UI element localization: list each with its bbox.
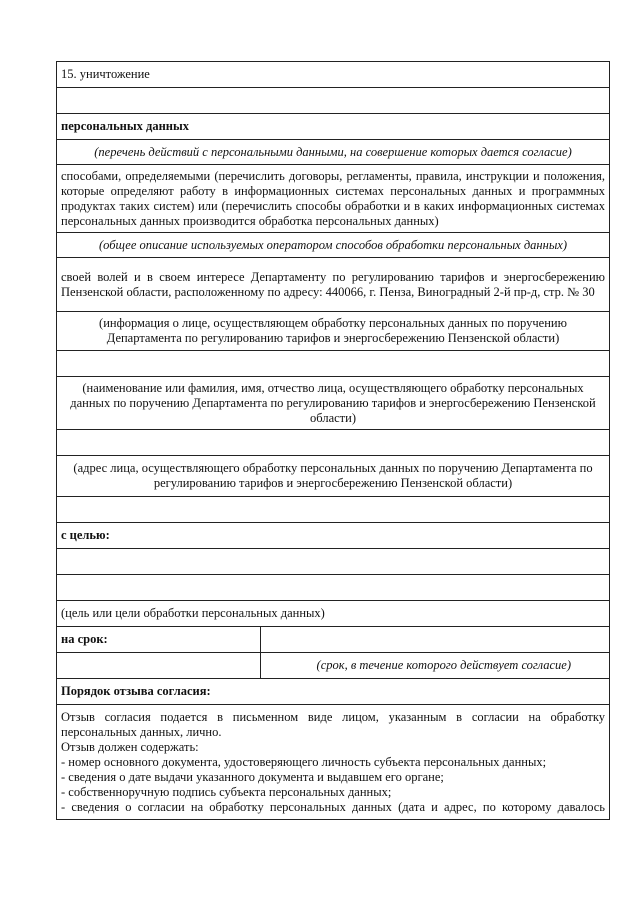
processor-info-hint: (информация о лице, осуществляющем обработку персональных данных по поручению Департамента по регулированию тарифов и энергосбережению Пензенской области)	[57, 312, 610, 351]
empty-field[interactable]	[57, 497, 610, 523]
list-item: - сведения о дате выдачи указанного документа и выдавшем его органе;	[61, 770, 444, 784]
purpose-label: с целью:	[57, 523, 610, 549]
term-hint: (срок, в течение которого действует согласие)	[261, 653, 610, 679]
table-row	[57, 351, 610, 377]
table-row	[57, 165, 610, 233]
empty-field[interactable]	[57, 88, 610, 114]
table-row	[57, 627, 610, 653]
list-item: - сведения о согласии на обработку персональных данных (дата и адрес, по которому давалось	[61, 800, 606, 814]
table-row	[57, 456, 610, 497]
purpose-field[interactable]	[57, 549, 610, 575]
table-row	[57, 601, 610, 627]
personal-data-heading: персональных данных	[57, 114, 610, 140]
term-label: на срок:	[57, 627, 261, 653]
table-row	[57, 258, 610, 312]
actions-hint: (перечень действий с персональными данными, на совершение которых дается согласие)	[57, 140, 610, 165]
table-row	[57, 549, 610, 575]
methods-hint: (общее описание используемых оператором способов обработки персональных данных)	[57, 233, 610, 258]
withdraw-heading: Порядок отзыва согласия:	[57, 679, 610, 705]
table-row	[57, 62, 610, 88]
table-row	[57, 523, 610, 549]
table-row	[57, 575, 610, 601]
list-item: - номер основного документа, удостоверяющего личность субъекта персональных данных;	[61, 755, 547, 769]
table-row	[57, 679, 610, 705]
list-item: - собственноручную подпись субъекта персональных данных;	[61, 785, 392, 799]
empty-field[interactable]	[57, 351, 610, 377]
table-row	[57, 653, 610, 679]
empty-cell	[57, 653, 261, 679]
methods-text: способами, определяемыми (перечислить договоры, регламенты, правила, инструкции и положения, которые определяют работу в информационных системах персональных данных и программных продуктах таких систем) или (перечислить способы обработки и в каких информационных системах персональных данных производится обработка персональных данных)	[57, 165, 610, 233]
table-row	[57, 233, 610, 258]
withdraw-must: Отзыв должен содержать:	[61, 740, 199, 754]
withdraw-list	[61, 755, 605, 815]
table-row	[57, 114, 610, 140]
table-row	[57, 497, 610, 523]
empty-field[interactable]	[57, 430, 610, 456]
table-row	[57, 88, 610, 114]
table-row	[57, 430, 610, 456]
withdraw-block	[57, 705, 610, 820]
table-row	[57, 312, 610, 351]
term-field[interactable]	[261, 627, 610, 653]
table-row	[57, 705, 610, 820]
item-15-text: 15. уничтожение	[57, 62, 610, 88]
processor-address-hint: (адрес лица, осуществляющего обработку персональных данных по поручению Департамента по регулированию тарифов и энергосбережению Пензенской области)	[57, 456, 610, 497]
table-row	[57, 377, 610, 430]
processor-name-hint: (наименование или фамилия, имя, отчество лица, осуществляющего обработку персональных данных по поручению Департамента по регулированию тарифов и энергосбережению Пензенской области)	[57, 377, 610, 430]
purpose-hint: (цель или цели обработки персональных данных)	[57, 601, 610, 627]
purpose-field[interactable]	[57, 575, 610, 601]
withdraw-text: Отзыв согласия подается в письменном виде лицом, указанным в согласии на обработку персональных данных, лично.	[61, 710, 606, 739]
consent-form-table	[56, 61, 610, 820]
table-row	[57, 140, 610, 165]
will-text: своей волей и в своем интересе Департаменту по регулированию тарифов и энергосбережению Пензенской области, расположенному по адресу: 440066, г. Пенза, Виноградный 2-й пр-д, стр. № 30	[57, 258, 610, 312]
